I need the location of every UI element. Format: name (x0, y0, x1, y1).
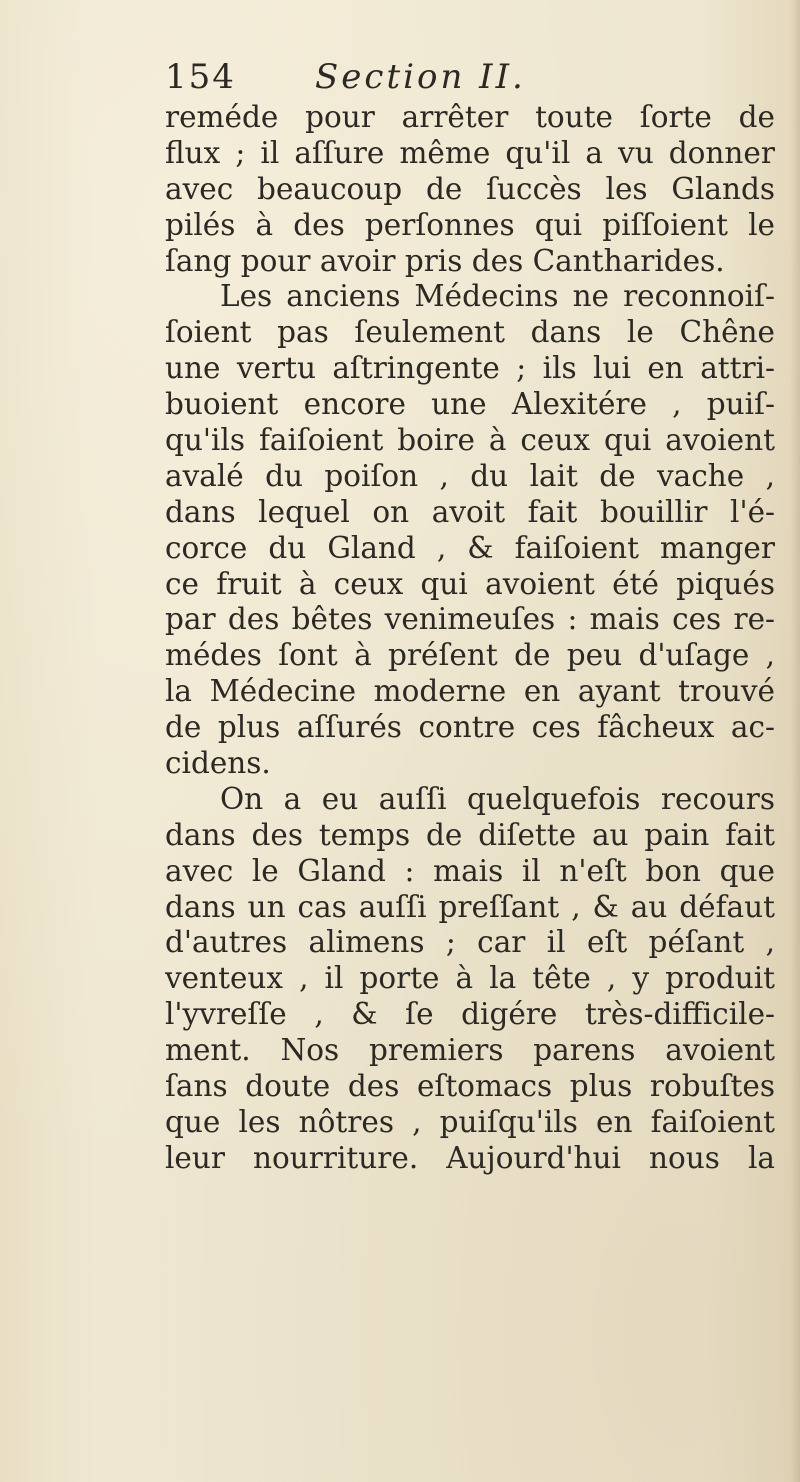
text-line: dans des temps de diſette au pain fait (165, 817, 775, 852)
paragraph-first-line: On a eu auſſi quelquefois recours (220, 781, 775, 816)
paragraph-first-line: Les anciens Médecins ne reconnoiſ- (220, 279, 775, 314)
body-text (165, 100, 775, 1177)
text-line: d'autres alimens ; car il eſt péſant , (165, 925, 775, 960)
text-line: avalé du poiſon , du lait de vache , (165, 458, 775, 493)
text-line: avec le Gland : mais il n'eſt bon que (165, 853, 775, 888)
text-line: ce fruit à ceux qui avoient été piqués (165, 566, 775, 601)
text-line: reméde pour arrêter toute ſorte de (165, 100, 775, 134)
text-line: dans lequel on avoit fait bouillir l'é- (165, 494, 775, 529)
text-line: ment. Nos premiers parens avoient (165, 1033, 775, 1068)
text-line: dans un cas auſſi preſſant , & au défaut (165, 889, 775, 924)
text-line: médes ſont à préſent de peu d'uſage , (165, 638, 775, 673)
text-line: cidens. (165, 746, 271, 781)
text-line: ſoient pas ſeulement dans le Chêne (165, 315, 775, 350)
text-line: de plus aſſurés contre ces fâcheux ac- (165, 710, 775, 745)
text-line: une vertu aſtringente ; ils lui en attri- (165, 351, 775, 386)
text-line: par des bêtes venimeuſes : mais ces re- (165, 602, 775, 637)
text-line: flux ; il aſſure même qu'il a vu donner (165, 135, 775, 170)
running-head (165, 52, 765, 102)
text-line: leur nourriture. Aujourd'hui nous la (165, 1140, 775, 1175)
text-line: buoient encore une Alexitére , puiſ- (165, 387, 775, 422)
text-line: ſang pour avoir pris des Cantharides. (165, 243, 725, 278)
page-edge-shadow (790, 0, 800, 1482)
page-number: 154 (165, 57, 236, 97)
text-line: que les nôtres , puiſqu'ils en faiſoient (165, 1104, 775, 1139)
text-line: l'yvreſſe , & ſe digére très-difficile- (165, 997, 775, 1032)
text-line: la Médecine moderne en ayant trouvé (165, 674, 775, 709)
text-line: avec beaucoup de ſuccès les Glands (165, 171, 775, 206)
text-line: qu'ils faiſoient boire à ceux qui avoient (165, 423, 775, 458)
text-line: ſans doute des eſtomacs plus robuſtes (165, 1069, 775, 1104)
section-title: Section II. (315, 57, 526, 97)
text-line: venteux , il porte à la tête , y produit (165, 961, 775, 996)
text-line: pilés à des perſonnes qui piſſoient le (165, 207, 775, 242)
text-line: corce du Gland , & faiſoient manger (165, 530, 775, 565)
